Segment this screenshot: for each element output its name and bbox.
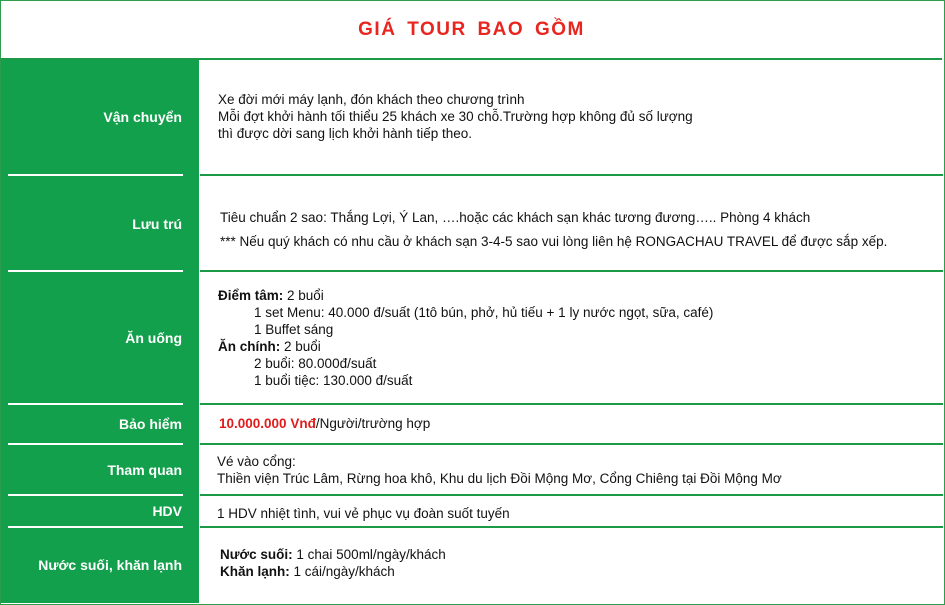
towel-line bbox=[220, 563, 934, 580]
label-insurance: Bảo hiểm bbox=[118, 416, 182, 432]
main-meal-heading bbox=[218, 338, 934, 355]
towel-title: Khăn lạnh: bbox=[220, 564, 290, 579]
main-meal-count: 2 buổi bbox=[280, 339, 321, 354]
label-divider bbox=[8, 494, 183, 496]
sightseeing-line: Thiền viện Trúc Lâm, Rừng hoa khô, Khu du lịch Đồi Mộng Mơ, Cổng Chiêng tại Đồi Mộng Mơ bbox=[217, 471, 782, 486]
label-guide: HDV bbox=[152, 503, 182, 519]
label-transport: Vận chuyển bbox=[103, 109, 182, 125]
breakfast-item: 1 set Menu: 40.000 đ/suất (1tô bún, phở, hủ tiếu + 1 ly nước ngọt, sữa, café) bbox=[254, 305, 714, 320]
label-sightseeing: Tham quan bbox=[107, 461, 182, 478]
insurance-suffix: /Người/trường hợp bbox=[315, 416, 431, 431]
main-meal-title: Ăn chính: bbox=[218, 339, 281, 354]
breakfast-title: Điểm tâm: bbox=[218, 288, 284, 303]
page-title: GIÁ TOUR BAO GỒM bbox=[358, 18, 585, 40]
water-line bbox=[220, 546, 934, 563]
transport-line: thì được dời sang lịch khởi hành tiếp theo. bbox=[218, 126, 472, 141]
content-transport bbox=[200, 60, 942, 174]
water-value: 1 chai 500ml/ngày/khách bbox=[292, 547, 446, 562]
content-meals bbox=[200, 272, 942, 403]
guide-line: 1 HDV nhiệt tình, vui vẻ phục vụ đoàn suốt tuyến bbox=[217, 506, 510, 521]
breakfast-count: 2 buổi bbox=[283, 288, 324, 303]
main-meal-item: 2 buổi: 80.000đ/suất bbox=[254, 356, 377, 371]
water-title: Nước suối: bbox=[220, 547, 293, 562]
towel-value: 1 cái/ngày/khách bbox=[289, 564, 395, 579]
lodging-line: Tiêu chuẩn 2 sao: Thắng Lợi, Ý Lan, ….hoặc các khách sạn khác tương đương….. Phòng 4 khách bbox=[220, 210, 811, 225]
sightseeing-line: Vé vào cổng: bbox=[217, 454, 296, 469]
label-meals: Ăn uống bbox=[125, 330, 182, 346]
label-water: Nước suối, khăn lạnh bbox=[38, 557, 182, 573]
label-divider bbox=[8, 270, 183, 272]
breakfast-item: 1 Buffet sáng bbox=[254, 322, 334, 337]
insurance-amount: 10.000.000 Vnđ bbox=[219, 416, 316, 431]
label-lodging: Lưu trú bbox=[132, 216, 182, 232]
transport-line: Xe đời mới máy lạnh, đón khách theo chương trình bbox=[218, 92, 525, 107]
label-divider bbox=[8, 403, 183, 405]
title-bar bbox=[1, 1, 942, 60]
content-lodging bbox=[200, 176, 942, 270]
content-insurance bbox=[200, 405, 942, 443]
lodging-line: *** Nếu quý khách có nhu cầu ở khách sạn 3-4-5 sao vui lòng liên hệ RONGACHAU TRAVEL để được sắp xếp. bbox=[220, 234, 888, 249]
main-meal-item: 1 buổi tiệc: 130.000 đ/suất bbox=[254, 373, 413, 388]
label-divider bbox=[8, 526, 183, 528]
label-divider bbox=[8, 174, 183, 176]
content-guide bbox=[200, 496, 942, 526]
breakfast-heading bbox=[218, 287, 934, 304]
content-water bbox=[200, 528, 942, 603]
label-divider bbox=[8, 443, 183, 445]
content-sightseeing bbox=[200, 445, 942, 494]
transport-line: Mỗi đợt khởi hành tối thiểu 25 khách xe 30 chỗ.Trường hợp không đủ số lượng bbox=[218, 109, 693, 124]
